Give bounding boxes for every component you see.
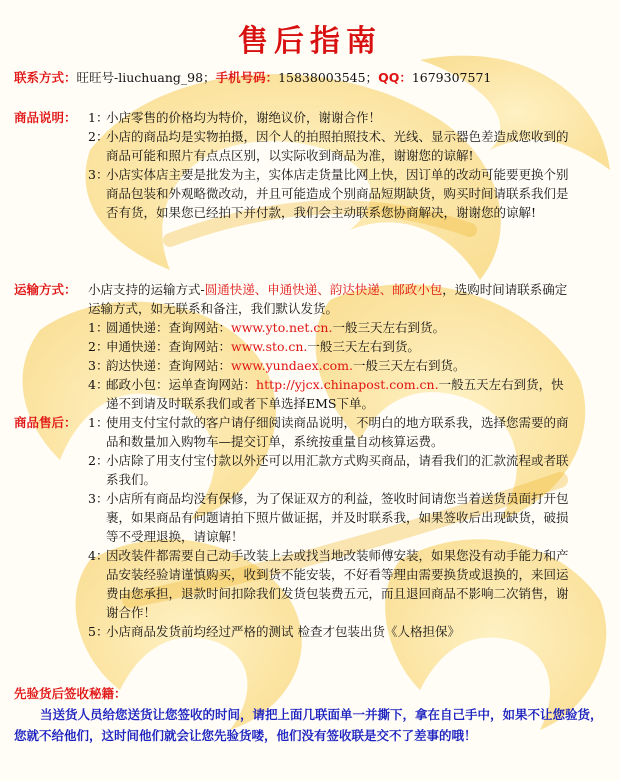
product-item: 1：小店零售的价格均为特价，谢绝议价，谢谢合作！ [88, 110, 382, 125]
tracking-link[interactable]: www.yundaex.com. [231, 358, 353, 373]
footer-title: 先验货后签收秘籍： [14, 686, 127, 701]
shipping-methods: 圆通快递、申通快递、韵达快递、邮政小包 [204, 282, 443, 297]
tracking-link[interactable]: www.sto.cn. [231, 339, 308, 354]
qq-number: 1679307571 [411, 70, 492, 85]
aftersale-item: 1：使用支付宝付款的客户请仔细阅读商品说明，不明白的地方联系我，选择您需要的商品和数量加入购物车—提交订单，系统按重量自动核算运费。 [88, 415, 569, 449]
shipping-label: 运输方式： [14, 282, 77, 297]
tracking-link[interactable]: http://yjcx.chinapost.com.cn. [256, 377, 439, 392]
product-section [14, 108, 574, 222]
shipping-item: 2：申通快递：查询网站：www.sto.cn.一般三天左右到货。 [88, 339, 420, 354]
product-label: 商品说明： [14, 110, 77, 125]
phone-label: 手机号码： [215, 70, 279, 85]
product-item: 2：小店的商品均是实物拍摄，因个人的拍照拍照技术、光线、显示器色差造成您收到的商品可能和照片有点点区别，以实际收到商品为准，谢谢您的谅解! [88, 129, 569, 163]
aftersale-section [14, 413, 574, 641]
aftersale-item: 3：小店所有商品均没有保修，为了保证双方的利益，签收时间请您当着送货员面打开包裹，如果商品有问题请拍下照片做证据，并及时联系我，如果签收后出现缺货，破损等不受理退换，请谅解！ [88, 491, 569, 544]
contact-label: 联系方式： [14, 70, 77, 85]
wangwang-id: 旺旺号-liuchuang_98； [76, 70, 216, 85]
aftersale-label: 商品售后： [14, 415, 77, 430]
shipping-section [14, 280, 574, 413]
phone-number: 15838003545； [278, 70, 379, 85]
shipping-item: 1：圆通快递：查询网站：www.yto.net.cn.一般三天左右到货。 [88, 320, 445, 335]
footer-body: 当送货人员给您送货让您签收的时间，请把上面几联面单一并撕下，拿在自己手中，如果不让您验货，您就不给他们，这时间他们就会让您先验货喽，他们没有签收联是交不了差事的哦！ [14, 707, 603, 743]
contact-line [14, 68, 614, 86]
product-item: 3：小店实体店主要是批发为主，实体店走货量比网上快，因订单的改动可能要更换个别商品包装和外观略微改动，并且可能造成个别商品短期缺货，购买时间请联系我们是否有货，如果您已经拍下并付款，我们会主动联系您协商解决，谢谢您的谅解! [88, 167, 569, 220]
tracking-link[interactable]: www.yto.net.cn. [231, 320, 333, 335]
qq-label: QQ： [378, 70, 412, 85]
shipping-item: 3：韵达快递：查询网站：www.yundaex.com.一般三天左右到货。 [88, 358, 466, 373]
aftersale-item: 5：小店商品发货前均经过严格的测试 检查才包装出货《人格担保》 [88, 624, 460, 639]
page-title: 售后指南 [238, 24, 382, 59]
shipping-item: 4：邮政小包：运单查询网站：http://yjcx.chinapost.com.cn.一般五天左右到货，快递不到请及时联系我们或者下单选择EMS下单。 [88, 377, 564, 411]
aftersale-item: 4：因改装件都需要自己动手改装上去或找当地改装师傅安装，如果您没有动手能力和产品安装经验请谨慎购买，收到货不能安装，不好看等理由需要换货或退换的，来回运费由您承担，退款时间扣除我们发货包装费五元，而且退回商品不影响二次销售，谢谢合作！ [88, 548, 569, 620]
aftersale-item: 2：小店除了用支付宝付款以外还可以用汇款方式购买商品，请看我们的汇款流程或者联系我们。 [88, 453, 569, 487]
shipping-intro: 小店支持的运输方式-圆通快递、申通快递、韵达快递、邮政小包，选购时间请联系确定运输方式，如无联系和备注，我们默认发货。 [88, 282, 568, 316]
